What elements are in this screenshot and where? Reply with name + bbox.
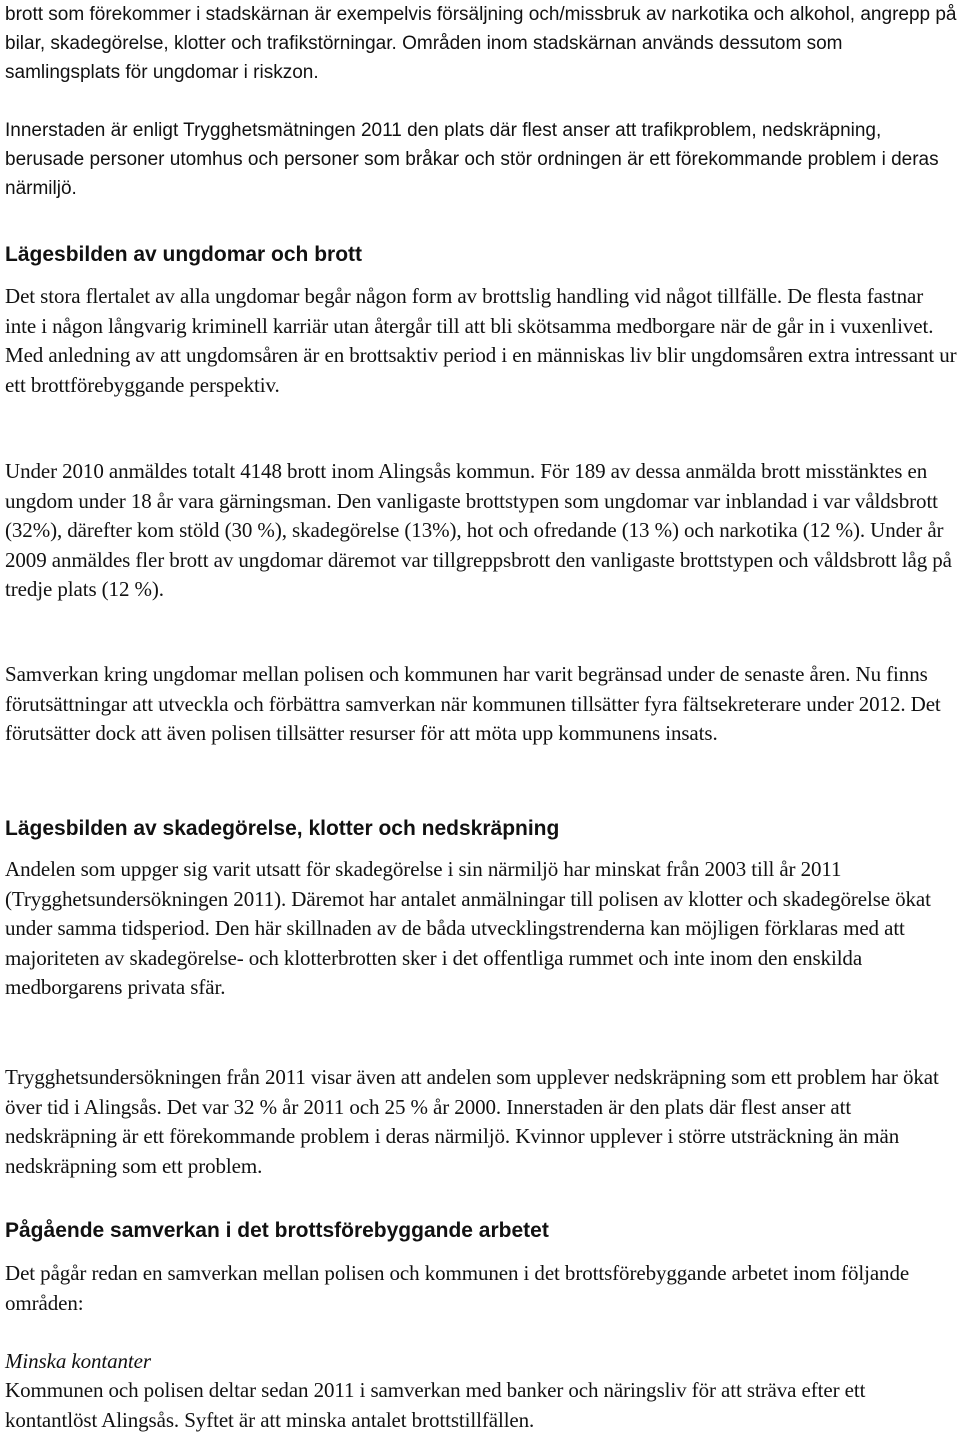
heading-skadegorelse-klotter: Lägesbilden av skadegörelse, klotter och nedskräpning xyxy=(5,817,560,840)
paragraph-innerstaden: Innerstaden är enligt Trygghetsmätningen 2011 den plats där flest anser att trafikproblem, nedskräpning, berusade personer utomhus och personer som bråkar och stör ordningen är ett förekommande problem i deras närmiljö. xyxy=(5,120,939,199)
paragraph-ungdomar-flertalet: Det stora flertalet av alla ungdomar begår någon form av brottslig handling vid något tillfälle. De flesta fastnar inte i någon långvarig kriminell karriär utan återgår till att bli skötsamma medborgare när de går in i vuxenlivet. Med anledning av att ungdomsåren är en brottsaktiv period i en människas liv blir ungdomsåren extra intressant ur ett brottförebyggande perspektiv. xyxy=(5,284,957,397)
heading-pagaende-samverkan: Pågående samverkan i det brottsförebyggande arbetet xyxy=(5,1219,549,1242)
paragraph-anmalda-brott-2010: Under 2010 anmäldes totalt 4148 brott inom Alingsås kommun. För 189 av dessa anmälda brott misstänktes en ungdom under 18 år vara gärningsman. Den vanligaste brottstypen som ungdomar var inblandad i var våldsbrott (32%), därefter kom stöld (30 %), skadegörelse (13%), hot och ofredande (13 %) och narkotika (12 %). Under år 2009 anmäldes fler brott av ungdomar däremot var tillgreppsbrott den vanligaste brottstypen och våldsbrott låg på tredje plats (12 %). xyxy=(5,459,952,601)
paragraph-intro-continued: brott som förekommer i stadskärnan är exempelvis försäljning och/missbruk av narkotika och alkohol, angrepp på bilar, skadegörelse, klotter och trafikstörningar. Områden inom stadskärnan används dessutom som samlingsplats för ungdomar i riskzon. xyxy=(5,4,957,83)
paragraph-samverkan-ungdomar: Samverkan kring ungdomar mellan polisen och kommunen har varit begränsad under de senaste åren. Nu finns förutsättningar att utveckla och förbättra samverkan när kommunen tillsätter fyra fältsekreterare under 2012. Det förutsätter dock att även polisen tillsätter resurser för att möta upp kommunens insats. xyxy=(5,662,941,745)
subheading-minska-kontanter: Minska kontanter xyxy=(5,1349,151,1373)
paragraph-skadegorelse-andel: Andelen som uppger sig varit utsatt för skadegörelse i sin närmiljö har minskat från 2003 till år 2011 (Trygghetsundersökningen 2011). Däremot har antalet anmälningar till polisen av klotter och skadegörelse ökat under samma tidsperiod. Den här skillnaden av de båda utvecklingstrenderna kan möjligen förklaras med att majoriteten av skadegörelse- och klotterbrotten sker i det offentliga rummet och inte inom den enskilda medborgarens privata sfär. xyxy=(5,857,931,999)
paragraph-pagaende-samverkan: Det pågår redan en samverkan mellan polisen och kommunen i det brottsförebyggande arbetet inom följande områden: xyxy=(5,1261,910,1315)
paragraph-kontantlost: Kommunen och polisen deltar sedan 2011 i samverkan med banker och näringsliv för att sträva efter ett kontantlöst Alingsås. Syftet är att minska antalet brottstillfällen. xyxy=(5,1378,866,1432)
paragraph-nedskrapning: Trygghetsundersökningen från 2011 visar även att andelen som upplever nedskräpning som ett problem har ökat över tid i Alingsås. Det var 32 % år 2011 och 25 % år 2000. Innerstaden är den plats där flest anser att nedskräpning är ett förekommande problem i deras närmiljö. Kvinnor upplever i större utsträckning än män nedskräpning som ett problem. xyxy=(5,1065,939,1178)
heading-ungdomar-och-brott: Lägesbilden av ungdomar och brott xyxy=(5,243,363,266)
